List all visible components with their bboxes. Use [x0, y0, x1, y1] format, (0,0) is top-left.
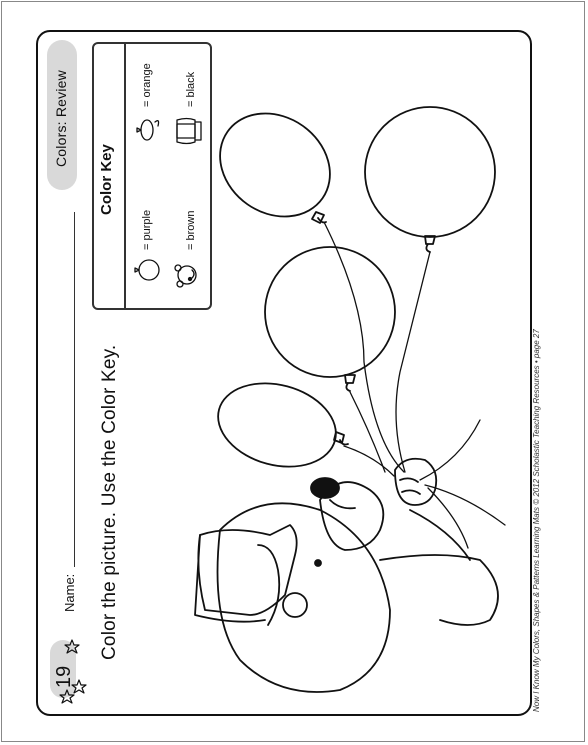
balloon-icon [135, 260, 159, 280]
color-key-label-orange: = orange [141, 63, 153, 107]
star-icon [60, 690, 74, 703]
instructions-text: Color the picture. Use the Color Key. [99, 344, 120, 660]
bear-body [218, 478, 499, 692]
bear-top-hat [195, 525, 307, 625]
topic-label: Colors: Review [53, 70, 69, 167]
name-label: Name: [62, 573, 77, 612]
balloon-small-icon [137, 120, 159, 140]
balloon-strings [324, 222, 505, 548]
color-key-title: Color Key [98, 144, 115, 215]
balloon-top-left [200, 92, 350, 237]
footer-credit: Now I Know My Colors, Shapes & Patterns Learning Mats © 2012 Scholastic Teaching Resources • page 27 [532, 329, 541, 712]
balloon-top-right [365, 107, 495, 252]
color-key-label-black: = black [185, 71, 197, 107]
color-key-label-purple: = purple [141, 209, 153, 250]
star-icon [72, 680, 86, 693]
balloon-middle [265, 247, 395, 391]
bear-paw-up [395, 459, 436, 505]
top-hat-icon [177, 119, 201, 144]
bear-icon [175, 265, 196, 287]
star-icon [65, 640, 79, 653]
color-key-label-brown: = brown [185, 210, 197, 250]
page-number: 19 [53, 665, 75, 688]
balloon-bottom [209, 371, 348, 479]
